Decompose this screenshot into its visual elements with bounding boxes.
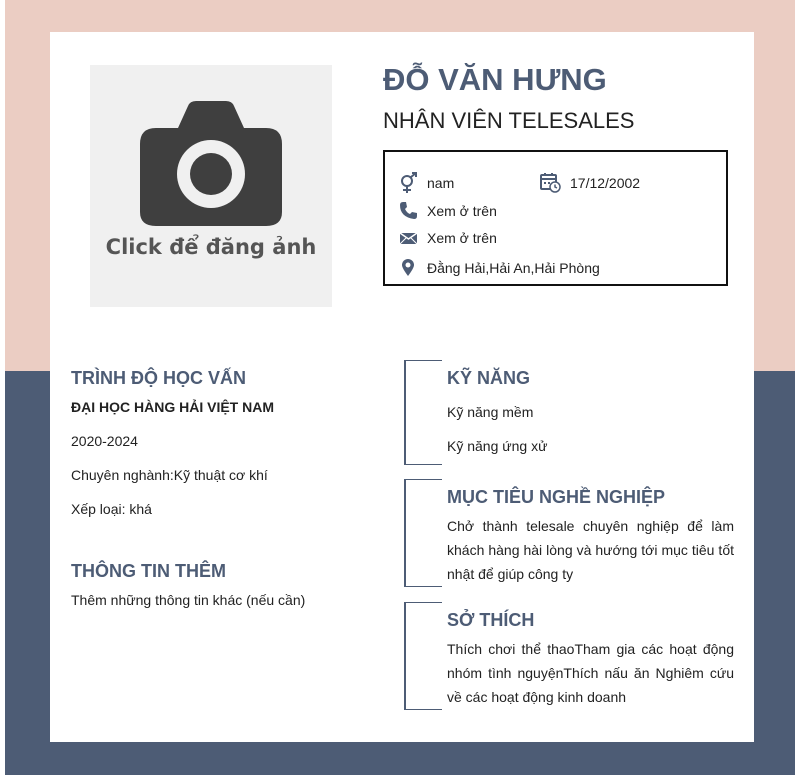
gender-row	[399, 172, 454, 194]
education-years: 2020-2024	[71, 433, 138, 449]
gender-value: nam	[427, 175, 455, 191]
phone-value: Xem ở trên	[427, 202, 497, 219]
birthday-value: 17/12/2002	[570, 174, 641, 191]
calendar-icon	[540, 172, 561, 193]
phone-icon	[399, 201, 418, 220]
career-goal-text: Chở thành telesale chuyên nghiệp để làm khách hàng hài lòng và hướng tới mục tiêu tốt nhật để giúp công ty	[447, 518, 734, 582]
career-goal-bracket	[404, 479, 442, 587]
skills-title: KỸ NĂNG	[447, 368, 531, 388]
education-school: ĐẠI HỌC HÀNG HẢI VIỆT NAM	[71, 399, 274, 415]
birthday-row	[540, 172, 640, 193]
hobbies-text: Thích chơi thể thaoTham gia các hoạt động nhóm tình nguyệnThích nấu ăn Nghiêm cứu về các hoạt động kinh doanh	[447, 641, 734, 705]
education-major: Chuyên nghành:Kỹ thuật cơ khí	[71, 467, 268, 483]
location-pin-icon	[401, 258, 418, 277]
skill-item: Kỹ năng mềm	[447, 404, 534, 420]
hobbies-title: SỞ THÍCH	[447, 610, 535, 630]
education-title: TRÌNH ĐỘ HỌC VẤN	[71, 368, 246, 388]
contact-info-box	[383, 150, 728, 286]
email-value: Xem ở trên	[427, 230, 497, 246]
address-value: Đằng Hải,Hải An,Hải Phòng	[427, 259, 600, 276]
skills-bracket	[404, 360, 442, 465]
extra-info-text: Thêm những thông tin khác (nếu cần)	[71, 592, 306, 608]
address-row	[401, 258, 600, 277]
career-goal-title: MỤC TIÊU NGHỀ NGHIỆP	[447, 487, 666, 507]
candidate-name: ĐỖ VĂN HƯNG	[383, 62, 607, 97]
photo-upload[interactable]	[90, 65, 332, 307]
envelope-icon	[399, 231, 418, 246]
education-grade: Xếp loại: khá	[71, 501, 152, 517]
camera-icon	[138, 100, 284, 228]
email-row	[399, 230, 497, 246]
gender-icon	[399, 172, 418, 194]
hobbies-bracket	[404, 602, 442, 710]
skill-item: Kỹ năng ứng xử	[447, 438, 548, 454]
photo-upload-label: Click để đăng ảnh	[105, 235, 317, 259]
phone-row	[399, 201, 497, 220]
extra-info-title: THÔNG TIN THÊM	[71, 561, 226, 581]
job-title: NHÂN VIÊN TELESALES	[383, 108, 635, 133]
